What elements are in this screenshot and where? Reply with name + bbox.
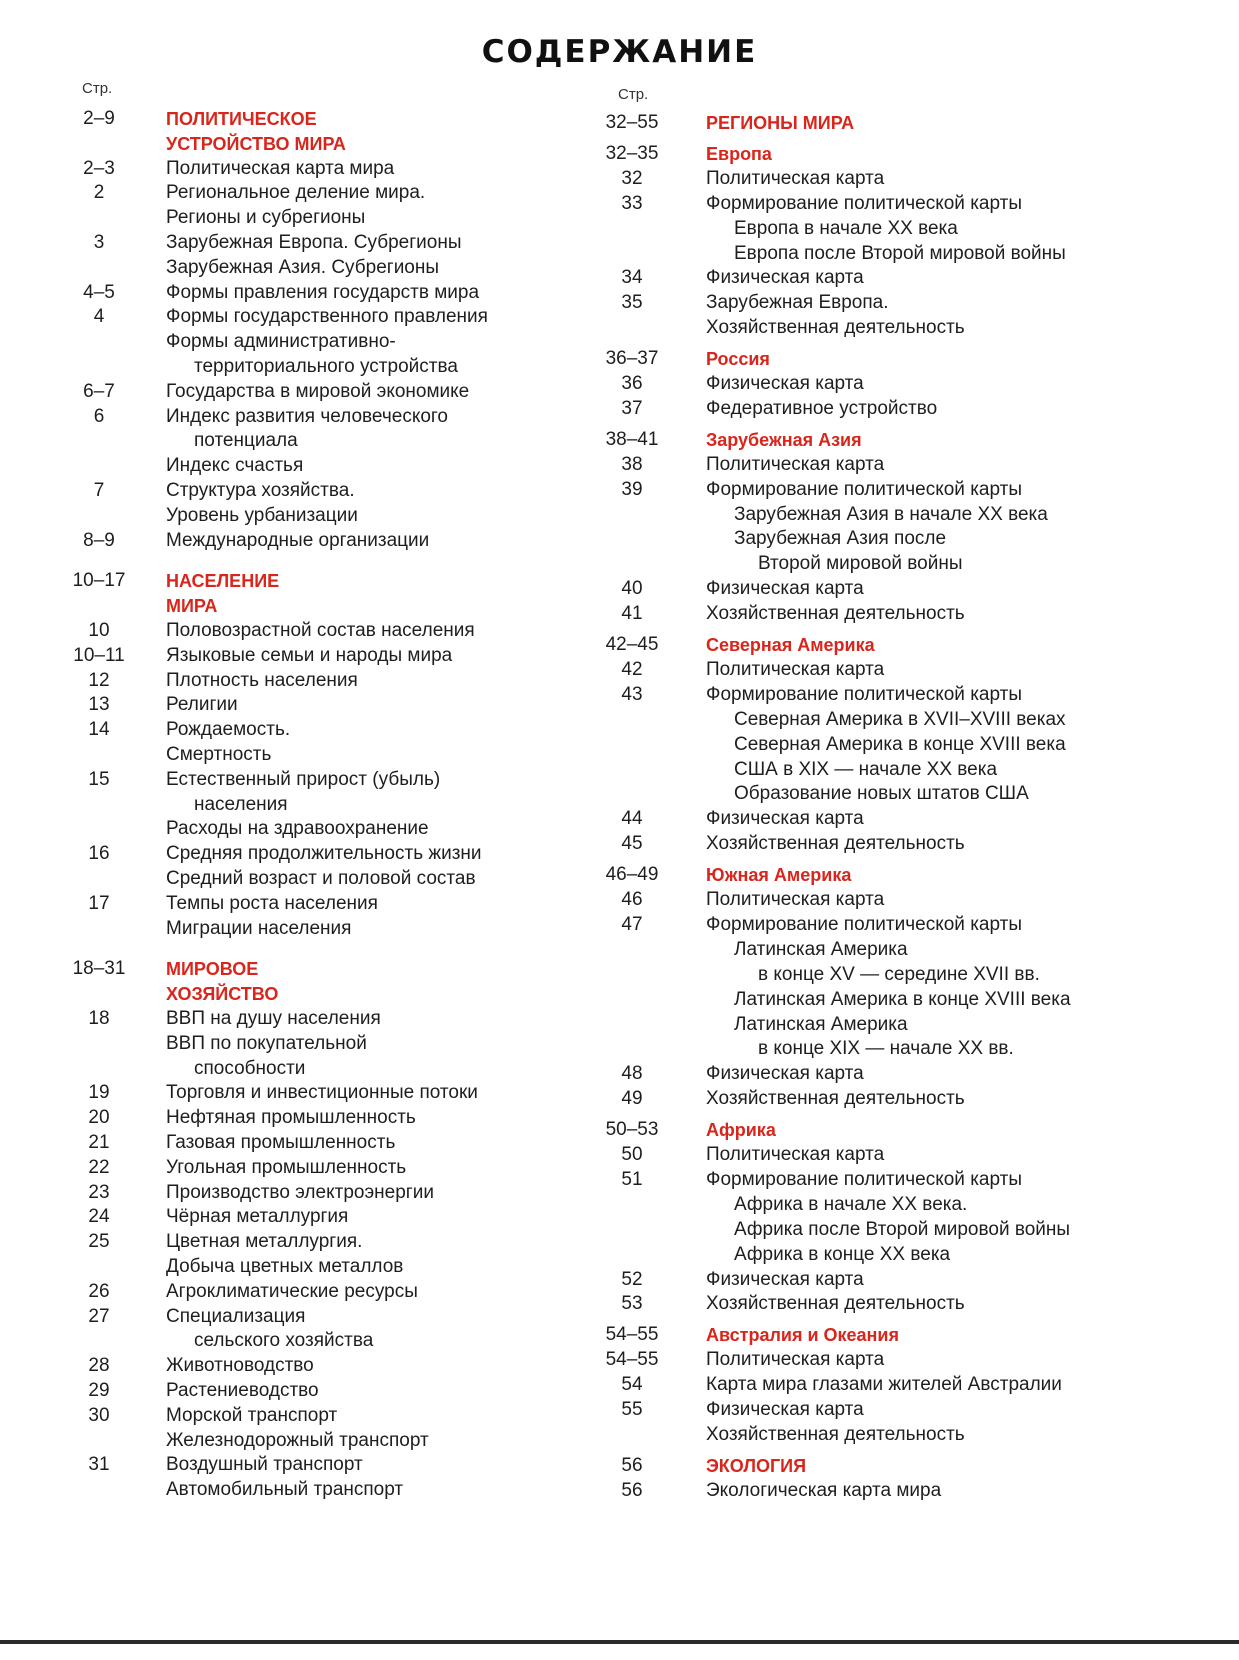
- entry-title: Темпы роста населения: [166, 892, 378, 914]
- entry-title: населения: [194, 793, 288, 815]
- section-title: УСТРОЙСТВО МИРА: [166, 133, 346, 154]
- entry-title: Религии: [166, 694, 238, 716]
- toc-column-right: [590, 0, 1190, 1620]
- page-number: 13: [88, 694, 110, 716]
- page-number: 31: [88, 1454, 110, 1476]
- entry-title: Железнодорожный транспорт: [166, 1429, 429, 1451]
- page-number: 32: [621, 167, 643, 189]
- page-column-header: Стр.: [618, 86, 649, 103]
- entry-title: Морской транспорт: [166, 1404, 338, 1426]
- section-title: Южная Америка: [706, 865, 852, 886]
- entry-title: Формы государственного правления: [166, 306, 488, 328]
- page-number: 37: [621, 397, 643, 419]
- section-title: ПОЛИТИЧЕСКОЕ: [166, 109, 317, 129]
- entry-title: Африка после Второй мировой войны: [734, 1218, 1071, 1240]
- section-title: Зарубежная Азия: [706, 429, 862, 450]
- entry-title: Формирование политической карты: [706, 913, 1022, 935]
- page-number: 32–55: [605, 112, 659, 133]
- page-number: 27: [88, 1305, 110, 1327]
- entry-title: Специализация: [166, 1305, 306, 1327]
- entry-title: Производство электроэнергии: [166, 1181, 434, 1203]
- entry-title: Языковые семьи и народы мира: [166, 644, 453, 666]
- entry-title: Зарубежная Европа. Субрегионы: [166, 232, 462, 253]
- page-number: 4: [93, 306, 105, 328]
- entry-title: Миграции населения: [166, 917, 352, 939]
- entry-title: способности: [194, 1057, 306, 1079]
- toc-column-left: [60, 0, 620, 1620]
- page-number: 12: [88, 669, 110, 691]
- entry-title: Смертность: [166, 744, 272, 765]
- page-number: 36–37: [605, 348, 659, 370]
- page-number: 21: [88, 1132, 110, 1153]
- page-number: 50: [621, 1144, 643, 1165]
- entry-title: Чёрная металлургия: [166, 1206, 349, 1228]
- page-number: 52: [621, 1268, 643, 1290]
- page-number: 56: [621, 1479, 643, 1501]
- page-number: 47: [621, 913, 643, 935]
- section-title: Африка: [706, 1120, 776, 1141]
- page-number: 38: [621, 453, 643, 475]
- page-column-header: Стр.: [82, 80, 113, 97]
- entry-title: Региональное деление мира.: [166, 182, 426, 204]
- page-number: 6: [93, 405, 105, 427]
- entry-title: Уровень урбанизации: [166, 504, 358, 526]
- entry-title: Структура хозяйства.: [166, 480, 355, 501]
- entry-title: Физическая карта: [706, 808, 864, 830]
- entry-title: Политическая карта: [706, 889, 885, 910]
- page-number: 24: [88, 1206, 110, 1228]
- page-number: 22: [88, 1156, 110, 1178]
- page-number: 41: [621, 603, 643, 625]
- page-number: 10–11: [73, 644, 125, 666]
- entry-title: Газовая промышленность: [166, 1132, 396, 1153]
- entry-title: Физическая карта: [706, 267, 864, 289]
- section-title: Австралия и Океания: [706, 1325, 899, 1346]
- page-number: 26: [88, 1280, 110, 1302]
- page-number: 17: [88, 892, 110, 914]
- section-title: ХОЗЯЙСТВО: [166, 984, 279, 1005]
- entry-title: Латинская Америка: [734, 1013, 908, 1035]
- page-number: 46: [621, 889, 643, 910]
- entry-title: Хозяйственная деятельность: [706, 1293, 965, 1315]
- page-number: 16: [88, 843, 110, 865]
- section-title: МИРА: [166, 596, 218, 617]
- entry-title: сельского хозяйства: [194, 1330, 374, 1352]
- entry-title: Физическая карта: [706, 1399, 864, 1420]
- page-number: 43: [621, 683, 643, 705]
- section-title: Европа: [706, 143, 772, 164]
- entry-title: Формирование политической карты: [706, 683, 1022, 705]
- page-number: 38–41: [605, 428, 659, 450]
- page-number: 35: [621, 292, 643, 314]
- entry-title: Добыча цветных металлов: [166, 1256, 404, 1277]
- page-number: 30: [88, 1404, 110, 1426]
- page-number: 4–5: [83, 281, 115, 303]
- entry-title: Формирование политической карты: [706, 1168, 1022, 1190]
- page-number: 46–49: [605, 864, 659, 886]
- page-number: 10: [88, 620, 110, 641]
- entry-title: в конце XIX — начале XX вв.: [758, 1038, 1014, 1060]
- entry-title: Животноводство: [166, 1355, 314, 1377]
- entry-title: Естественный прирост (убыль): [166, 768, 441, 790]
- page-number: 20: [88, 1107, 110, 1129]
- page-number: 40: [621, 578, 643, 600]
- entry-title: Хозяйственная деятельность: [706, 1423, 965, 1445]
- entry-title: Зарубежная Азия в начале XX века: [734, 503, 1048, 525]
- page-number: 8–9: [83, 529, 115, 551]
- entry-title: Хозяйственная деятельность: [706, 603, 965, 625]
- entry-title: Политическая карта: [706, 1349, 885, 1371]
- entry-title: Федеративное устройство: [706, 397, 938, 419]
- entry-title: Политическая карта: [706, 1144, 885, 1165]
- entry-title: Формы правления государств мира: [166, 281, 480, 303]
- entry-title: Хозяйственная деятельность: [706, 317, 965, 339]
- page-number: 10–17: [72, 570, 126, 592]
- page-number: 7: [93, 480, 105, 501]
- page-number: 55: [621, 1399, 643, 1420]
- entry-title: Северная Америка в конце XVIII века: [734, 733, 1066, 755]
- entry-title: Политическая карта: [706, 167, 885, 189]
- section-title: Россия: [706, 349, 770, 370]
- entry-title: Воздушный транспорт: [166, 1454, 363, 1476]
- entry-title: Хозяйственная деятельность: [706, 1088, 965, 1110]
- page-number: 48: [621, 1063, 643, 1085]
- entry-title: Северная Америка в XVII–XVIII веках: [734, 708, 1066, 730]
- entry-title: Автомобильный транспорт: [166, 1479, 404, 1501]
- entry-title: Индекс счастья: [166, 455, 304, 477]
- entry-title: Европа в начале XX века: [734, 217, 958, 239]
- bottom-rule: [0, 1640, 1239, 1644]
- page-number: 2–3: [83, 157, 115, 179]
- page-number: 42: [621, 658, 643, 680]
- page-number: 54–55: [605, 1349, 659, 1371]
- entry-title: ВВП на душу населения: [166, 1008, 381, 1029]
- entry-title: Торговля и инвестиционные потоки: [166, 1082, 478, 1104]
- page-number: 14: [88, 719, 110, 741]
- page-number: 53: [621, 1293, 643, 1315]
- entry-title: Половозрастной состав населения: [166, 620, 475, 641]
- entry-title: Государства в мировой экономике: [166, 380, 470, 402]
- entry-title: Физическая карта: [706, 1063, 864, 1085]
- section-title: МИРОВОЕ: [166, 959, 259, 980]
- page-number: 36: [621, 373, 643, 394]
- entry-title: Средняя продолжительность жизни: [166, 843, 482, 865]
- page-number: 34: [621, 267, 643, 289]
- entry-title: Образование новых штатов США: [734, 783, 1029, 805]
- page-number: 6–7: [83, 380, 115, 402]
- page-number: 25: [88, 1231, 110, 1253]
- page-number: 45: [621, 833, 643, 855]
- section-title: Северная Америка: [706, 635, 875, 655]
- entry-title: Угольная промышленность: [166, 1156, 407, 1178]
- section-title: РЕГИОНЫ МИРА: [706, 113, 855, 133]
- entry-title: Формы административно-: [166, 331, 396, 353]
- entry-title: Физическая карта: [706, 1268, 864, 1290]
- entry-title: Средний возраст и половой состав: [166, 868, 476, 889]
- page-number: 51: [621, 1168, 643, 1190]
- page-number: 33: [621, 192, 643, 214]
- page-number: 54: [621, 1374, 643, 1396]
- entry-title: США в XIX — начале XX века: [734, 758, 998, 780]
- page-number: 44: [621, 808, 643, 830]
- entry-title: Расходы на здравоохранение: [166, 818, 429, 840]
- entry-title: Зарубежная Азия. Субрегионы: [166, 256, 440, 278]
- page-number: 18: [88, 1008, 110, 1029]
- page-number: 2–9: [83, 108, 115, 129]
- entry-title: потенциала: [194, 430, 298, 452]
- page-number: 23: [88, 1181, 110, 1203]
- entry-title: ВВП по покупательной: [166, 1032, 367, 1054]
- page-number: 56: [621, 1454, 643, 1476]
- entry-title: Второй мировой войны: [758, 553, 963, 575]
- entry-title: Латинская Америка: [734, 938, 908, 960]
- page-number: 15: [88, 768, 110, 790]
- section-title: ЭКОЛОГИЯ: [706, 1455, 807, 1476]
- entry-title: Цветная металлургия.: [166, 1231, 363, 1253]
- page-number: 54–55: [605, 1324, 659, 1346]
- page-number: 3: [93, 232, 105, 253]
- page-number: 49: [621, 1088, 643, 1110]
- entry-title: Физическая карта: [706, 373, 864, 394]
- entry-title: территориального устройства: [194, 356, 458, 377]
- page-number: 19: [88, 1082, 110, 1104]
- entry-title: Европа после Второй мировой войны: [734, 242, 1066, 264]
- entry-title: Политическая карта: [706, 658, 885, 680]
- entry-title: Зарубежная Азия после: [734, 528, 947, 550]
- page-number: 42–45: [605, 634, 659, 655]
- page-number: 39: [621, 478, 643, 500]
- section-title: НАСЕЛЕНИЕ: [166, 571, 280, 592]
- entry-title: Африка в конце XX века: [734, 1243, 951, 1265]
- entry-title: Политическая карта: [706, 453, 885, 475]
- page-number: 2: [93, 182, 105, 204]
- page-title: СОДЕРЖАНИЕ: [481, 34, 758, 70]
- entry-title: Формирование политической карты: [706, 192, 1022, 214]
- entry-title: в конце XV — середине XVII вв.: [758, 963, 1040, 985]
- entry-title: Политическая карта мира: [166, 157, 395, 179]
- entry-title: Африка в начале XX века.: [734, 1193, 968, 1215]
- entry-title: Карта мира глазами жителей Австралии: [706, 1374, 1062, 1396]
- entry-title: Формирование политической карты: [706, 478, 1022, 500]
- entry-title: Плотность населения: [166, 669, 358, 691]
- page-number: 28: [88, 1355, 110, 1377]
- entry-title: Зарубежная Европа.: [706, 292, 889, 314]
- entry-title: Латинская Америка в конце XVIII века: [734, 988, 1071, 1010]
- entry-title: Физическая карта: [706, 578, 864, 600]
- entry-title: Индекс развития человеческого: [166, 405, 448, 427]
- entry-title: Хозяйственная деятельность: [706, 833, 965, 855]
- entry-title: Растениеводство: [166, 1380, 319, 1401]
- page-number: 32–35: [605, 142, 659, 164]
- entry-title: Международные организации: [166, 529, 430, 551]
- entry-title: Агроклиматические ресурсы: [166, 1280, 418, 1302]
- entry-title: Экологическая карта мира: [706, 1479, 942, 1501]
- entry-title: Рождаемость.: [166, 719, 291, 741]
- entry-title: Регионы и субрегионы: [166, 207, 366, 229]
- page-number: 18–31: [72, 958, 126, 980]
- page-number: 29: [88, 1380, 110, 1401]
- page-number: 50–53: [605, 1119, 659, 1141]
- entry-title: Нефтяная промышленность: [166, 1107, 416, 1129]
